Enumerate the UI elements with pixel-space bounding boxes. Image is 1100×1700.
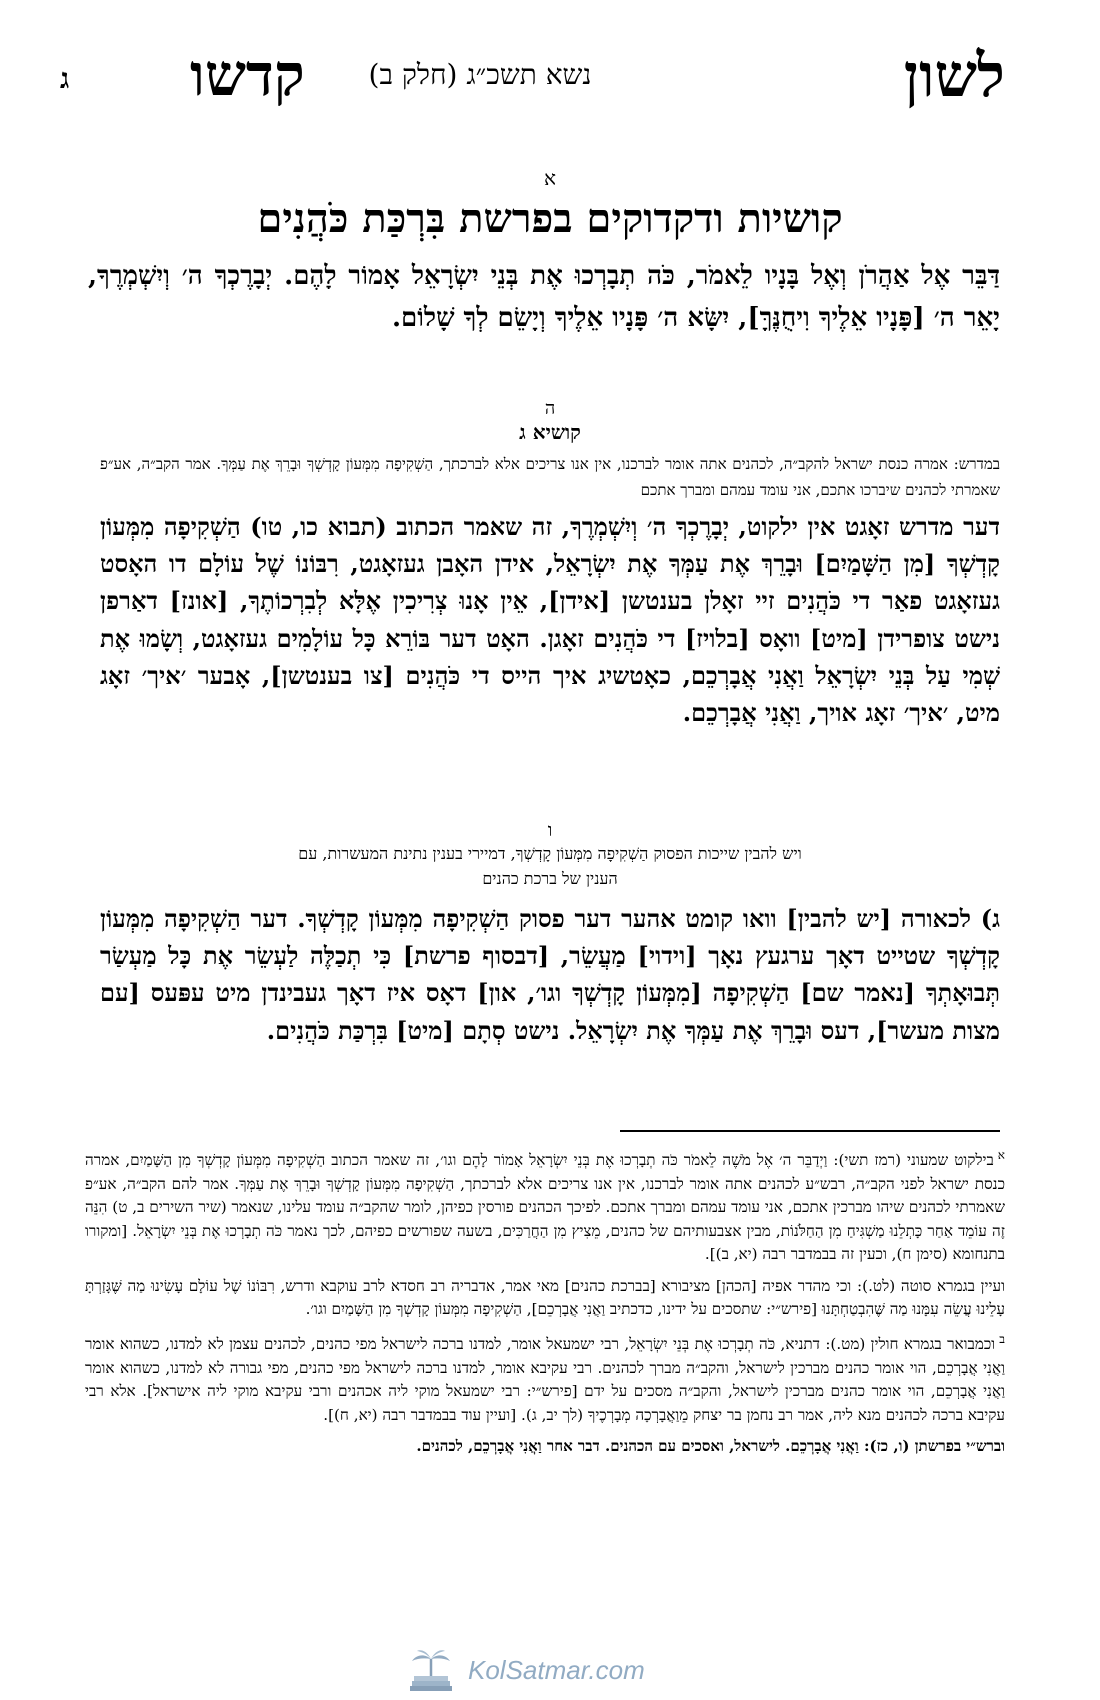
footnote-1 [85, 1146, 1005, 1267]
section-letter-h: ה [544, 398, 556, 419]
watermark [400, 1645, 700, 1695]
palm-tree-books-icon [400, 1647, 462, 1693]
watermark-text: KolSatmar.com [468, 1654, 645, 1685]
footnote-text: וכמבואר בגמרא חולין (מט.): דתניא, כֹּה תְבָרְכוּ אֶת בְּנֵי יִשְׂרָאֵל, רבי ישמעאל אומר, למדנו ברכה לישראל מפי כהנים, לכהנים עצמן לא למדנו, כשהוא אומר וַאֲנִי אֲבָרְכֵם, הוי אומר כהנים מברכין לישראל, והקב״ה מברך לכהנים. רבי עקיבא אומר, למדנו ברכה לישראל מפי כהנים, מפי גבורה לא למדנו, כשהוא אומר וַאֲנִי אֲבָרְכֵם, הוי אומר כהנים מברכין לישראל, והקב״ה מסכים על ידם [פירש״י: רבי ישמעאל מוקי ליה אכהנים ורבי עקיבא מוקי ליה אישראל]. אלא רבי עקיבא ברכה לכהנים מנא ליה, אמר רב נחמן בר יצחק מֵוַאֲבָרְכָה מְבָרְכֶיךָ (לך יב, ג). [ועיין עוד בבמדבר רבה (יא, ח)]. [85, 1335, 1005, 1424]
verse-text: דַּבֵּר אֶל אַהֲרֹן וְאֶל בָּנָיו לֵאמֹר, כֹּה תְבָרְכוּ אֶת בְּנֵי יִשְׂרָאֵל אָמוֹר לָהֶם. יְבָרֶכְךָ ה׳ וְיִשְׁמְרֶךָ, יָאֵר ה׳ [פָּנָיו אֵלֶיךָ וִיחֻנֶּךָּ], יִשָּׂא ה׳ פָּנָיו אֵלֶיךָ וְיָשֵׂם לְךָ שָׁלוֹם. [88, 261, 1000, 333]
footnote-divider [620, 1130, 1000, 1132]
section-subheading: ויש להבין שייכות הפסוק הַשְׁקִיפָה מִמְּעוֹן קָדְשְׁךָ, דמיירי בענין נתינת המעשרות, עם הענין של ברכת כהנים [298, 844, 802, 888]
footnote-text: בילקוט שמעוני (רמז תשי): וַיְדַבֵּר ה׳ אֶל מֹשֶׁה לֵאמֹר כֹּה תְבָרְכוּ אֶת בְּנֵי יִשְׂרָאֵל אָמוֹר לָהֶם וגו׳, זה שאמר הכתוב הַשְׁקִיפָה מִמְּעוֹן קָדְשְׁךָ מִן הַשָּׁמַיִם, אמרה כנסת ישראל לפני הקב״ה, רבש״ע לכהנים אתה אומר לברכנו, אין אנו צריכים אלא לברכתך, הַשְׁקִיפָה מִמְּעוֹן קָדְשְׁךָ וּבָרֵךְ אֶת עַמְּךָ. אמר להם הקב״ה, אע״פ שאמרתי לכהנים שיהו מברכין אתכם, אני עומד עמהם ומברך אתכם. לפיכך הכהנים פורסין כפיהן, לומר שהקב״ה עומד עלינו, שנאמר (שיר השירים ב, ט) הִנֵּה זֶה עוֹמֵד אַחַר כָּתְלֵנוּ מַשְׁגִּיחַ מִן הַחַלֹּנוֹת, מבין אצבעותיהם של כהנים, מֵצִיץ מִן הַחֲרַכִּים, בשעה שפורשים כפיהם, לכך נאמר כֹּה תְבָרְכוּ אֶת בְּנֵי יִשְׂרָאֵל. [ומקורו בתנחומא (סימן ח), וכעין זה בבמדבר רבה (יא, ב)]. [85, 1151, 1005, 1264]
running-subtitle: נשא תשכ״ג (חלק ב) [368, 58, 592, 91]
body-paragraph-1: דער מדרש זאָגט אין ילקוט, יְבָרֶכְךָ ה׳ וְיִשְׁמְרֶךָ, זה שאמר הכתוב (תבוא כו, טו) הַשְׁקִיפָה מִמְּעוֹן קָדְשְׁךָ [מִן הַשָּׁמַיִם] וּבָרֵךְ אֶת עַמְּךָ אֶת יִשְׂרָאֵל, אידן האָבן געזאָגט, רִבּוֹנוֹ שֶׁל עוֹלָם דו האָסט געזאָגט פאַר די כֹּהֲנִים זיי זאָלן בענטשן [אידן], אֵין אָנוּ צְרִיכִין אֶלָּא לְבִרְכוֹתֶךָ, [אונז] דאַרפן נישט צופרידן [מיט] וואָס [בלויז] די כֹּהֲנִים זאָגן. האָט דער בּוֹרֵא כָּל עוֹלָמִים געזאָגט, וְשָׂמוּ אֶת שְׁמִי עַל בְּנֵי יִשְׂרָאֵל וַאֲנִי אֲבָרְכֵם, כאָטשיג איך הייס די כֹּהֲנִים [צו בענטשן], אָבער ׳איך׳ זאָג מיט, ׳איך׳ זאָג אויך, וַאֲנִי אֲבָרְכֵם. [100, 512, 1000, 727]
footnote-mark: ב [999, 1332, 1005, 1346]
footnote-2 [85, 1330, 1005, 1427]
section-letter-v: ו [547, 820, 553, 841]
question-heading: קושיא ג [519, 420, 581, 444]
running-title-right: לשון [903, 41, 1005, 111]
body-paragraph-2: ג) לכאורה [יש להבין] וואו קומט אהער דער פסוק הַשְׁקִיפָה מִמְּעוֹן קָדְשְׁךָ. דער הַשְׁקִיפָה מִמְּעוֹן קָדְשְׁךָ שטייט דאָך ערגעץ נאָך [וידוי] מַעֲשֵׂר, [דבסוף פרשת] כִּי תְכַלֶּה לַעְשֵׂר אֶת כָּל מַעְשַׂר תְּבוּאָתְךָ [נאמר שם] הַשְׁקִיפָה [מִמְּעוֹן קָדְשְׁךָ וגו׳, און] דאָס איז דאָך געבינדן מיט עפּעס [עם מצות מעשר], דעס וּבָרֵךְ אֶת עַמְּךָ אֶת יִשְׂרָאֵל. נישט סְתָם [מיט] בִּרְכַּת כֹּהֲנִים. [100, 904, 1001, 1045]
footnote-mark: א [997, 1148, 1005, 1162]
section-letter-a: א [543, 166, 556, 190]
page-number: ג [60, 62, 70, 95]
section-title: קושיות ודקדוקים בפרשת בִּרְכַּת כֹּהֲנִים [257, 195, 843, 242]
rashi-footnote-line: וברש״י בפרשתן (ו, כז): וַאֲנִי אֲבָרְכֵם. לישראל, ואסכים עם הכהנים. דבר אחר וַאֲנִי אֲבָרְכֵם, לכהנים. [416, 1437, 1005, 1456]
running-title-left: קדשו [190, 41, 305, 109]
footnotes [85, 1146, 1005, 1467]
footnote-text: ועיין בגמרא סוטה (לט.): וכי מהדר אפיה [הכהן] מציבורא [בברכת כהנים] מאי אמר, אדבריה רב חסדא לרב עוקבא ודרש, רִבּוֹנוֹ שֶׁל עוֹלָם עָשִׂינוּ מַה שֶּׁגָּזַרְתָּ עָלֵינוּ עֲשֵׂה עִמָּנוּ מַה שֶּׁהִבְטַחְתָּנוּ [פירש״י: שתסכים על ידינו, כדכתיב וַאֲנִי אֲבָרְכֵם], הַשְׁקִיפָה מִמְּעוֹן קָדְשְׁךָ מִן הַשָּׁמַיִם וגו׳. [85, 1276, 1005, 1319]
footnote-1-continued [85, 1275, 1005, 1322]
midrash-quote: במדרש: אמרה כנסת ישראל להקב״ה, לכהנים אתה אומר לברכנו, אין אנו צריכים אלא לברכתך, הַשְׁקִיפָה מִמְּעוֹן קָדְשְׁךָ וּבָרֵךְ אֶת עַמְּךָ. אמר הקב״ה, אע״פ שאמרתי לכהנים שיברכו אתכם, אני עומד עמהם ומברך אתכם [100, 455, 1000, 499]
